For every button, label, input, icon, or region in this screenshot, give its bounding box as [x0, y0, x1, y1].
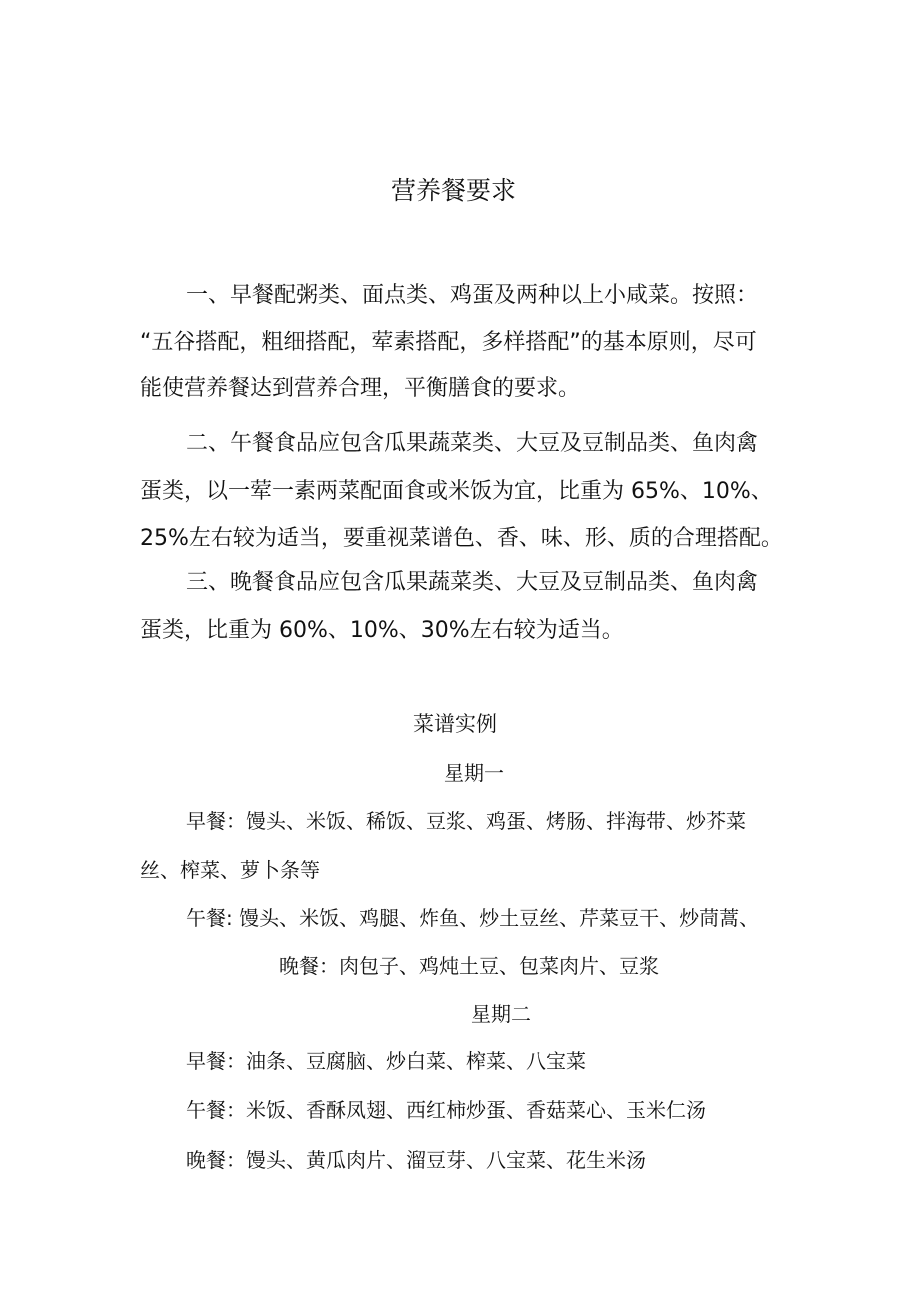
requirement-2-line-1: 二、午餐食品应包含瓜果蔬菜类、大豆及豆制品类、鱼肉禽: [186, 431, 759, 456]
tuesday-lunch: 午餐：米饭、香酥凤翅、西红柿炒蛋、香菇菜心、玉米仁汤: [186, 1098, 706, 1122]
day-heading-tuesday: 星期二: [471, 1002, 531, 1026]
requirement-2-line-3: 25%左右较为适当，要重视菜谱色、香、味、形、质的合理搭配。: [140, 526, 783, 551]
monday-breakfast-line-2: 丝、榨菜、萝卜条等: [140, 858, 320, 882]
requirement-3-line-1: 三、晚餐食品应包含瓜果蔬菜类、大豆及豆制品类、鱼肉禽: [186, 570, 759, 595]
requirement-2-line-2: 蛋类，以一荤一素两菜配面食或米饭为宜，比重为 65%、10%、: [140, 479, 773, 504]
monday-breakfast-line-1: 早餐：馒头、米饭、稀饭、豆浆、鸡蛋、烤肠、拌海带、炒芥菜: [186, 809, 746, 833]
monday-lunch: 午餐: 馒头、米饭、鸡腿、炸鱼、炒土豆丝、芹菜豆干、炒茼蒿、: [186, 906, 760, 930]
requirement-3-line-2: 蛋类，比重为 60%、10%、30%左右较为适当。: [140, 618, 624, 643]
tuesday-breakfast: 早餐：油条、豆腐脑、炒白菜、榨菜、八宝菜: [186, 1049, 586, 1073]
requirement-1-line-2: “五谷搭配，粗细搭配，荤素搭配，多样搭配”的基本原则，尽可: [140, 330, 757, 355]
tuesday-dinner: 晚餐：馒头、黄瓜肉片、溜豆芽、八宝菜、花生米汤: [186, 1148, 646, 1172]
page-title: 营养餐要求: [391, 176, 517, 205]
requirement-1-line-3: 能使营养餐达到营养合理，平衡膳食的要求。: [140, 376, 581, 401]
monday-dinner: 晚餐：肉包子、鸡炖土豆、包菜肉片、豆浆: [279, 954, 659, 978]
menu-examples-heading: 菜谱实例: [413, 712, 497, 736]
day-heading-monday: 星期一: [444, 761, 504, 785]
requirement-1-line-1: 一、早餐配粥类、面点类、鸡蛋及两种以上小咸菜。按照：: [186, 283, 759, 308]
